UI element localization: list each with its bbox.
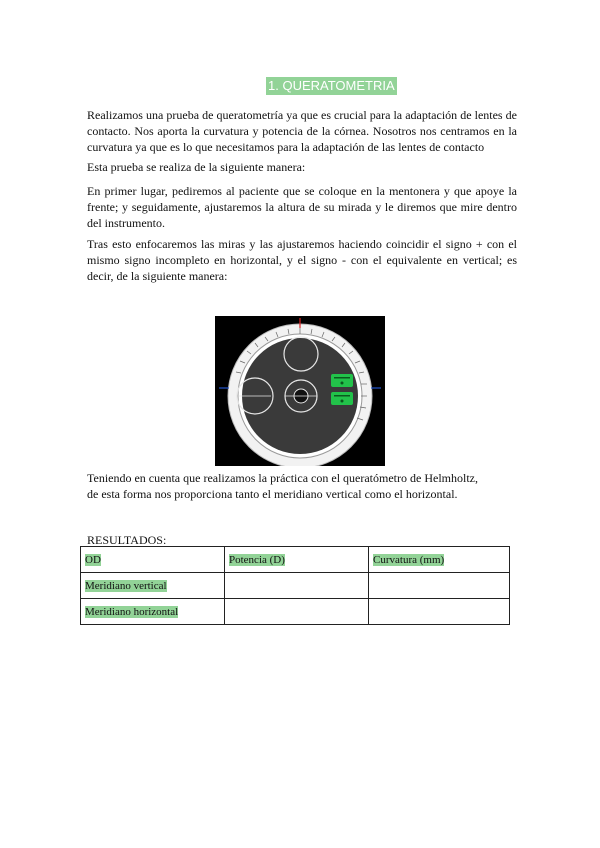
- table-header-cell: [81, 547, 225, 573]
- section-heading: 1. QUERATOMETRIA: [268, 78, 395, 93]
- intro-paragraph: Realizamos una prueba de queratometría ya que es crucial para la adaptación de lentes de contacto. Nos aporta la curvatura y potencia de la córnea. Nosotros nos centramos en la curvatura ya que es lo que necesitamos para la adaptación de las lentes de contacto: [87, 108, 517, 154]
- keratometer-mires-image: [215, 316, 385, 466]
- table-cell: [81, 573, 225, 599]
- table-header-row: [81, 547, 510, 573]
- table-cell: [81, 599, 225, 625]
- table-row: [81, 599, 510, 625]
- table-cell: [225, 573, 369, 599]
- procedure-step-1: En primer lugar, pediremos al paciente que se coloque en la mentonera y que apoye la frente; y seguidamente, ajustaremos la altura de su mirada y le diremos que mire dentro del instrumento.: [87, 184, 517, 230]
- table-cell: [369, 599, 510, 625]
- table-cell: [225, 599, 369, 625]
- table-row: [81, 573, 510, 599]
- results-table: [80, 546, 510, 625]
- procedure-step-2: Tras esto enfocaremos las miras y las ajustaremos haciendo coincidir el signo + con el mismo signo incompleto en horizontal, y el signo - con el equivalente en vertical; es decir, de la siguiente manera:: [87, 237, 517, 283]
- table-header-cell: [369, 547, 510, 573]
- row-label-vertical: Meridiano vertical: [85, 579, 167, 592]
- header-od: OD: [85, 553, 101, 566]
- closing-line-2: de esta forma nos proporciona tanto el meridiano vertical como el horizontal.: [87, 487, 458, 501]
- closing-line-1: Teniendo en cuenta que realizamos la práctica con el queratómetro de Helmholtz,: [87, 471, 478, 485]
- header-potencia: Potencia (D): [229, 553, 285, 566]
- header-curvatura: Curvatura (mm): [373, 553, 445, 566]
- results-label: RESULTADOS:: [87, 533, 167, 547]
- row-label-horizontal: Meridiano horizontal: [85, 605, 179, 618]
- table-cell: [369, 573, 510, 599]
- closing-paragraph: [87, 470, 517, 502]
- procedure-intro: Esta prueba se realiza de la siguiente manera:: [87, 160, 306, 174]
- table-header-cell: [225, 547, 369, 573]
